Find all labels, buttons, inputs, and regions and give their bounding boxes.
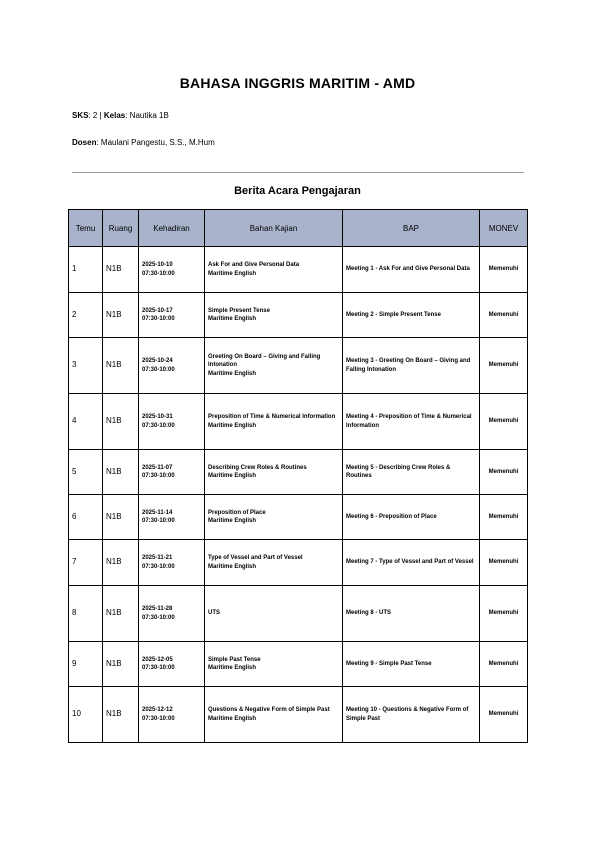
table-row [69,642,528,687]
topic-text: Type of Vessel and Part of Vessel [208,555,303,562]
course-text: Maritime English [208,270,257,277]
kelas-value: : Nautika 1B [125,111,169,120]
temu-cell: 4 [69,394,103,450]
bahan-kajian-cell [205,687,343,743]
temu-cell: 1 [69,247,103,293]
monev-status: Memenuhi [480,687,528,743]
course-text: Maritime English [208,422,257,429]
table-row [69,540,528,586]
header-kehadiran: Kehadiran [139,210,205,247]
session-date: 2025-10-24 [142,358,173,365]
monev-status: Memenuhi [480,642,528,687]
kehadiran-cell [139,642,205,687]
monev-status: Memenuhi [480,495,528,540]
session-time: 07:30-10:00 [142,665,175,671]
bap-cell: Meeting 3 - Greeting On Board – Giving and Falling Intonation [343,338,480,394]
table-row [69,687,528,743]
ruang-cell: N1B [103,687,139,743]
course-text: Maritime English [208,316,257,322]
table-header-row [69,210,528,247]
lecturer-info-line [72,138,215,147]
table-row [69,495,528,540]
ruang-cell: N1B [103,495,139,540]
session-date: 2025-12-05 [142,656,173,663]
kehadiran-cell [139,338,205,394]
topic-text: Greeting On Board – Giving and Falling Intonation [208,354,321,369]
table-row [69,293,528,338]
session-time: 07:30-10:00 [142,473,175,479]
kehadiran-cell [139,687,205,743]
temu-cell: 9 [69,642,103,687]
ruang-cell: N1B [103,450,139,495]
bahan-kajian-cell [205,293,343,338]
topic-text: Ask For and Give Personal Data [208,262,300,269]
table-body [69,247,528,743]
ruang-cell: N1B [103,293,139,338]
bap-cell: Meeting 8 - UTS [343,586,480,642]
session-date: 2025-11-14 [142,509,173,516]
temu-cell: 2 [69,293,103,338]
kehadiran-cell [139,495,205,540]
bahan-kajian-cell [205,642,343,687]
table-row [69,450,528,495]
topic-text: Questions & Negative Form of Simple Past [208,707,330,714]
temu-cell: 8 [69,586,103,642]
bahan-kajian-cell [205,540,343,586]
teaching-record-table [68,209,528,743]
ruang-cell: N1B [103,247,139,293]
dosen-label: Dosen [72,138,97,147]
bap-cell: Meeting 1 - Ask For and Give Personal Data [343,247,480,293]
ruang-cell: N1B [103,394,139,450]
course-text: Maritime English [208,563,257,570]
table-row [69,586,528,642]
table-title: Berita Acara Pengajaran [234,185,361,197]
header-bap: BAP [343,210,480,247]
table-row [69,394,528,450]
bahan-kajian-cell [205,495,343,540]
sks-label: SKS [72,111,89,120]
session-time: 07:30-10:00 [142,614,175,621]
monev-status: Memenuhi [480,394,528,450]
document-title: BAHASA INGGRIS MARITIM - AMD [179,75,416,91]
session-date: 2025-11-28 [142,606,173,613]
temu-cell: 10 [69,687,103,743]
monev-status: Memenuhi [480,247,528,293]
course-text: Maritime English [208,715,257,722]
monev-status: Memenuhi [480,293,528,338]
session-date: 2025-11-21 [142,555,173,562]
dosen-value: : Maulani Pangestu, S.S., M.Hum [96,138,215,147]
bap-cell: Meeting 4 - Preposition of Time & Numerical Information [343,394,480,450]
bap-cell: Meeting 6 - Preposition of Place [343,495,480,540]
header-temu: Temu [69,210,103,247]
temu-cell: 5 [69,450,103,495]
monev-status: Memenuhi [480,540,528,586]
header-monev: MONEV [480,210,528,247]
topic-text: Preposition of Place [208,509,266,516]
kehadiran-cell [139,293,205,338]
kehadiran-cell [139,247,205,293]
bahan-kajian-cell [205,450,343,495]
course-text: Maritime English [208,665,257,671]
session-date: 2025-10-31 [142,414,173,421]
header-bahan-kajian: Bahan Kajian [205,210,343,247]
bap-cell: Meeting 5 - Describing Crew Roles & Routines [343,450,480,495]
bahan-kajian-cell [205,247,343,293]
kehadiran-cell [139,450,205,495]
bahan-kajian-cell [205,586,343,642]
sks-value: : 2 | [88,111,104,120]
temu-cell: 7 [69,540,103,586]
kehadiran-cell [139,540,205,586]
course-info-line [72,111,169,120]
topic-text: Simple Past Tense [208,656,261,663]
course-text: Maritime English [208,370,257,377]
session-date: 2025-11-07 [142,464,173,471]
topic-text: Simple Present Tense [208,307,270,314]
ruang-cell: N1B [103,338,139,394]
session-date: 2025-12-12 [142,707,173,714]
bahan-kajian-cell [205,394,343,450]
course-text: Maritime English [208,518,257,524]
bap-cell: Meeting 7 - Type of Vessel and Part of Vessel [343,540,480,586]
bap-cell: Meeting 10 - Questions & Negative Form of Simple Past [343,687,480,743]
session-date: 2025-10-17 [142,307,173,314]
session-time: 07:30-10:00 [142,270,175,277]
ruang-cell: N1B [103,540,139,586]
bap-cell: Meeting 2 - Simple Present Tense [343,293,480,338]
session-time: 07:30-10:00 [142,715,175,722]
bap-cell: Meeting 9 - Simple Past Tense [343,642,480,687]
session-time: 07:30-10:00 [142,316,175,322]
session-date: 2025-10-10 [142,262,173,269]
monev-status: Memenuhi [480,338,528,394]
monev-status: Memenuhi [480,586,528,642]
session-time: 07:30-10:00 [142,422,175,429]
session-time: 07:30-10:00 [142,563,175,570]
horizontal-divider [72,172,524,173]
topic-text: UTS [208,610,220,617]
ruang-cell: N1B [103,642,139,687]
monev-status: Memenuhi [480,450,528,495]
course-text: Maritime English [208,473,257,479]
header-ruang: Ruang [103,210,139,247]
topic-text: Preposition of Time & Numerical Information [208,414,336,421]
table-row [69,338,528,394]
ruang-cell: N1B [103,586,139,642]
bahan-kajian-cell [205,338,343,394]
temu-cell: 6 [69,495,103,540]
topic-text: Describing Crew Roles & Routines [208,464,307,471]
kehadiran-cell [139,586,205,642]
kelas-label: Kelas [103,111,126,120]
session-time: 07:30-10:00 [142,366,175,373]
kehadiran-cell [139,394,205,450]
session-time: 07:30-10:00 [142,518,175,524]
table-row [69,247,528,293]
temu-cell: 3 [69,338,103,394]
